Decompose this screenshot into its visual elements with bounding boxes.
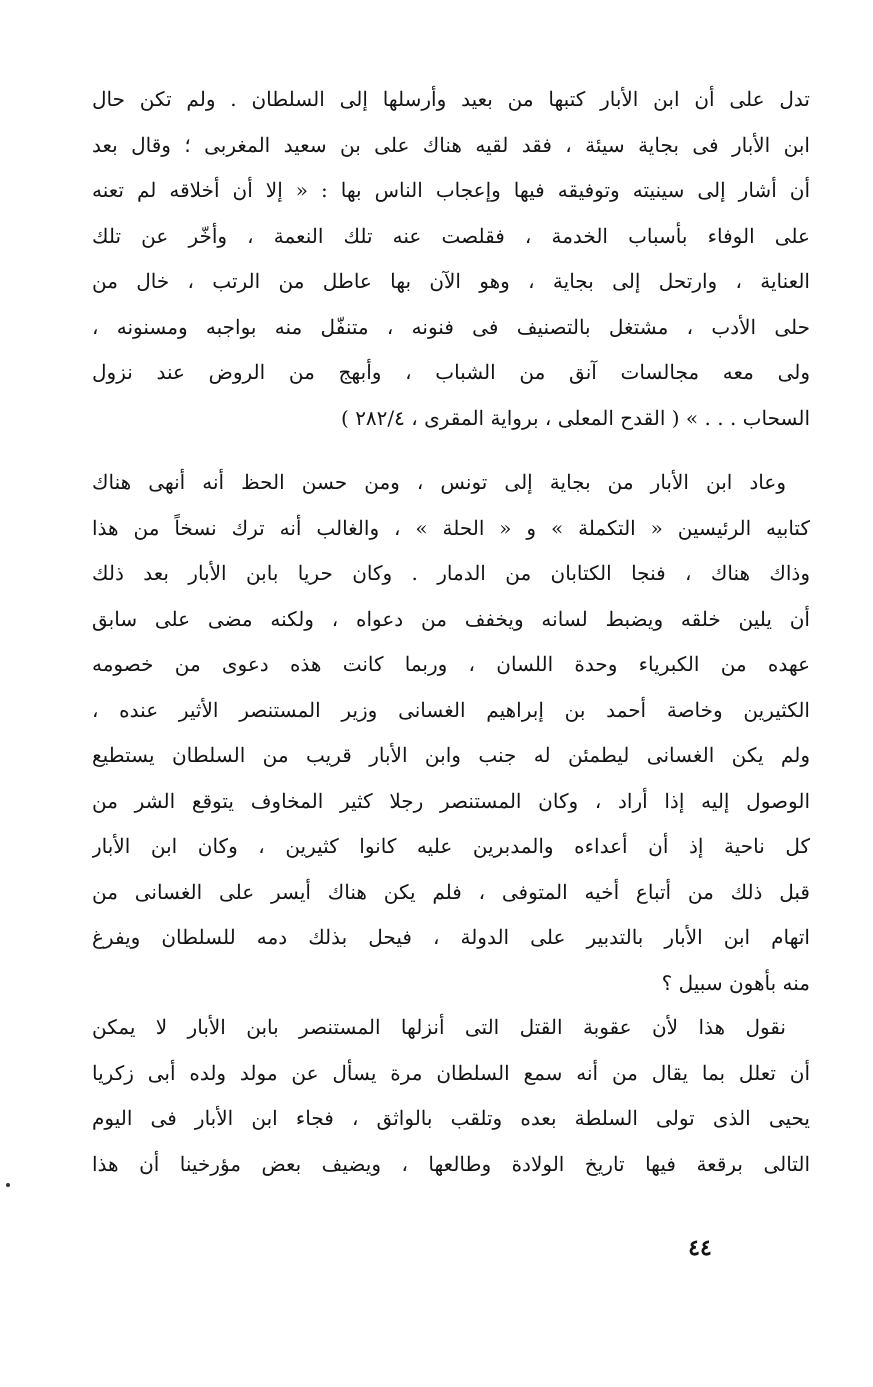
text-line-last: السحاب . . . » ( القدح المعلى ، برواية المقرى ، ٢٨٢/٤ ): [341, 405, 810, 430]
margin-dot: [6, 1183, 10, 1187]
text-line: ولم يكن الغسانى ليطمئن له جنب وابن الأبار قريب من السلطان يستطيع: [92, 743, 810, 767]
text-line: التالى برقعة فيها تاريخ الولادة وطالعها ، ويضيف بعض مؤرخينا أن هذا: [92, 1151, 810, 1176]
text-line: أن أشار إلى سينيته وتوفيقه فيها وإعجاب الناس بها : « إلا أن أخلاقه لم تعنه: [92, 178, 810, 202]
paragraph-3: [92, 1005, 810, 1187]
text-line: أن تعلل بما يقال من أنه سمع السلطان مرة يسأل عن مولد ولده أبى زكريا: [92, 1060, 810, 1085]
text-line-last: منه بأهون سبيل ؟: [661, 970, 810, 995]
text-line: على الوفاء بأسباب الخدمة ، فقلصت عنه تلك النعمة ، وأخّر عن تلك: [92, 223, 810, 248]
text-line: العناية ، وارتحل إلى بجاية ، وهو الآن بها عاطل من الرتب ، خال من: [92, 269, 810, 293]
text-line-first: نقول هذا لأن عقوبة القتل التى أنزلها المستنصر بابن الأبار لا يمكن: [92, 1015, 786, 1039]
text-line: يحيى الذى تولى السلطة بعده وتلقب بالواثق ، فجاء ابن الأبار فى اليوم: [92, 1106, 810, 1130]
text-line: وذاك هناك ، فنجا الكتابان من الدمار . وكان حريا بابن الأبار بعد ذلك: [92, 561, 810, 585]
text-line-first: وعاد ابن الأبار من بجاية إلى تونس ، ومن حسن الحظ أنه أنهى هناك: [92, 470, 786, 494]
text-line: أن يلين خلقه ويضبط لسانه ويخفف من دعواه ، ولكنه مضى على سابق: [92, 606, 810, 631]
paragraph-1: [92, 77, 810, 441]
text-line: ابن الأبار فى بجاية سيئة ، فقد لقيه هناك على بن سعيد المغربى ؛ وقال بعد: [92, 132, 810, 157]
text-line: عهده من الكبرياء وحدة اللسان ، وربما كانت هذه دعوى من خصومه: [92, 652, 810, 676]
text-line: كتابيه الرئيسين « التكملة » و « الحلة » ، والغالب أنه ترك نسخاً من هذا: [92, 515, 810, 540]
text-line: حلى الأدب ، مشتغل بالتصنيف فى فنونه ، متنفّل منه بواجبه ومسنونه ،: [92, 314, 810, 339]
text-line: كل ناحية إذ أن أعداءه والمدبرين عليه كانوا كثيرين ، وكان ابن الأبار: [92, 834, 810, 858]
text-line: اتهام ابن الأبار بالتدبير على الدولة ، فيحل بذلك دمه للسلطان ويفرغ: [92, 925, 810, 949]
page-number: ٤٤: [688, 1235, 712, 1261]
text-line: الوصول إليه إذا أراد ، وكان المستنصر رجلا كثير المخاوف يتوقع الشر من: [92, 788, 810, 813]
text-line: الكثيرين وخاصة أحمد بن إبراهيم الغسانى وزير المستنصر الأثير عنده ،: [92, 697, 810, 722]
text-line: قبل ذلك من أتباع أخيه المتوفى ، فلم يكن هناك أيسر على الغسانى من: [92, 879, 810, 904]
text-line: تدل على أن ابن الأبار كتبها من بعيد وأرسلها إلى السلطان . ولم تكن حال: [92, 87, 810, 111]
paragraph-2: [92, 460, 810, 1006]
text-line: ولى معه مجالسات آنق من الشباب ، وأبهج من الروض عند نزول: [92, 360, 810, 384]
